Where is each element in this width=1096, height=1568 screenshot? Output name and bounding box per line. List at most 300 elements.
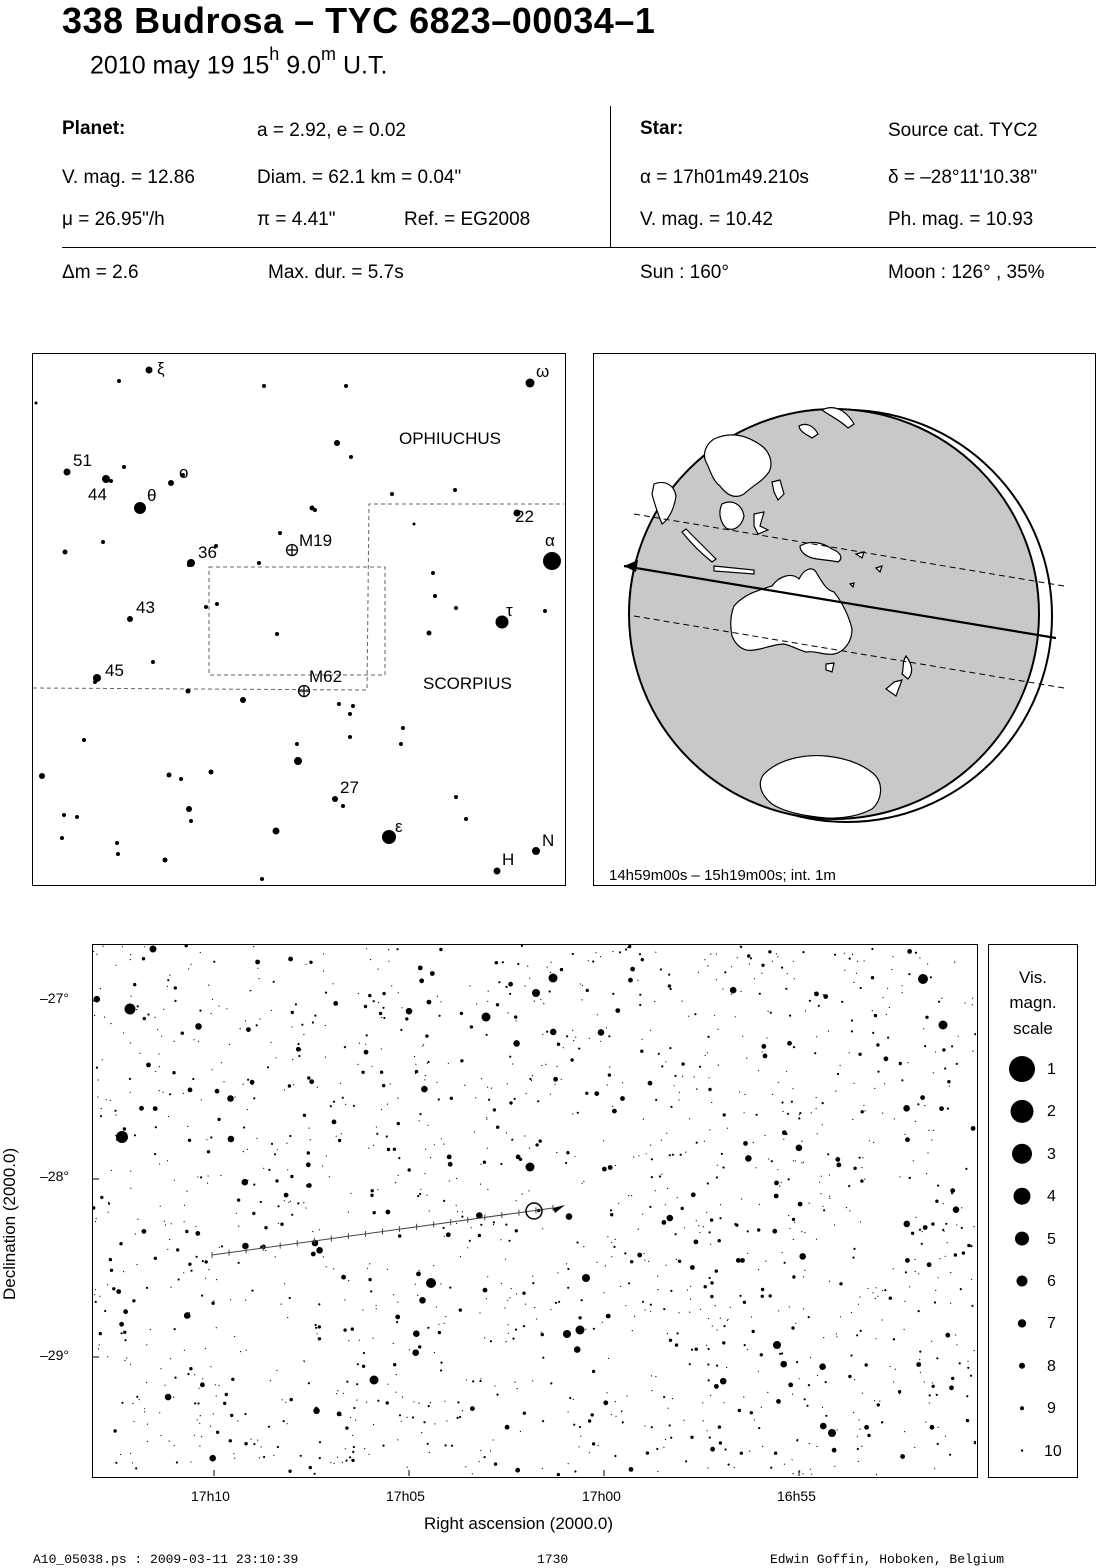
field-star [727, 1320, 728, 1321]
field-star [326, 1266, 327, 1267]
field-star [430, 1157, 431, 1158]
field-star [515, 1229, 518, 1232]
field-star [393, 1294, 394, 1295]
field-star [920, 1372, 921, 1373]
field-star [608, 1165, 613, 1170]
field-star [108, 1203, 110, 1205]
field-star [768, 1011, 769, 1012]
field-star [907, 1062, 908, 1063]
field-star [872, 1032, 874, 1034]
field-star [622, 1421, 624, 1423]
field-star [197, 1232, 199, 1234]
field-star [792, 1459, 793, 1460]
field-star [318, 1337, 321, 1340]
field-star [528, 1190, 529, 1191]
finder-star [63, 550, 68, 555]
field-star [684, 1227, 685, 1228]
finder-star [526, 379, 535, 388]
field-star [762, 1051, 763, 1052]
field-star [874, 1088, 875, 1089]
field-star [774, 1181, 779, 1186]
field-star [750, 957, 752, 959]
field-star [661, 1140, 662, 1141]
field-star [777, 1169, 778, 1170]
field-star [816, 1108, 817, 1109]
field-star [730, 1307, 731, 1308]
field-star [905, 1271, 907, 1273]
field-star [667, 1188, 668, 1189]
bright-star [426, 1278, 436, 1288]
field-star [480, 1224, 482, 1226]
field-star [284, 1200, 285, 1201]
field-star [947, 1242, 948, 1243]
m62-cluster-symbol [298, 685, 310, 697]
field-star [470, 1025, 473, 1028]
field-star [188, 1263, 191, 1266]
legend-dot [1009, 1056, 1035, 1082]
field-star [859, 1157, 861, 1159]
field-star [945, 1223, 947, 1225]
field-star [669, 1047, 671, 1049]
field-star [945, 1436, 946, 1437]
field-star [591, 1413, 594, 1416]
field-star [919, 1359, 920, 1360]
field-star [421, 1432, 422, 1433]
field-star [437, 996, 438, 997]
field-star [185, 1230, 188, 1233]
field-star [187, 1126, 188, 1127]
field-star [890, 1366, 891, 1367]
field-star [633, 1156, 634, 1157]
field-star [198, 1388, 199, 1389]
field-star [96, 1218, 97, 1219]
field-star [655, 1099, 657, 1101]
field-star [849, 958, 851, 960]
field-star [420, 1189, 421, 1190]
field-star [780, 1361, 787, 1368]
field-star [585, 1092, 588, 1095]
field-star [139, 1053, 140, 1054]
star-label-theta: θ [147, 486, 157, 505]
field-star [678, 1099, 679, 1100]
field-star [887, 988, 888, 989]
field-star [951, 1377, 954, 1380]
field-star [921, 1243, 923, 1245]
field-star [379, 1012, 382, 1015]
field-star [146, 1287, 148, 1289]
field-star [542, 1034, 543, 1035]
field-star [846, 1207, 847, 1208]
field-star [234, 1336, 235, 1337]
field-star [283, 1420, 285, 1422]
field-star [707, 1363, 709, 1365]
field-star [864, 1179, 865, 1180]
field-star [195, 1023, 202, 1030]
field-star [395, 1315, 400, 1320]
dec-tick-29: –29° [40, 1347, 69, 1363]
field-star [598, 1029, 605, 1036]
field-star [396, 948, 398, 950]
field-star [342, 1097, 344, 1099]
field-star [683, 1420, 684, 1421]
field-star [928, 1130, 929, 1131]
legend-mag-9: 9 [1047, 1400, 1056, 1417]
field-star [438, 1324, 439, 1325]
field-star [974, 1033, 976, 1035]
field-star [124, 1339, 126, 1341]
field-star [596, 952, 597, 953]
field-star [147, 1441, 148, 1442]
field-star [515, 1020, 516, 1021]
field-star [687, 1289, 688, 1290]
field-star [450, 1097, 453, 1100]
legend-mag-1: 1 [1047, 1061, 1056, 1078]
field-star [451, 1445, 453, 1447]
field-star [920, 1095, 925, 1100]
field-star [743, 1301, 746, 1304]
field-star [630, 1260, 633, 1263]
field-star [480, 1164, 481, 1165]
field-star [250, 1439, 251, 1440]
footer-number: 1730 [537, 1552, 569, 1567]
field-star [792, 1218, 795, 1221]
field-star [312, 1231, 313, 1232]
field-star [588, 960, 589, 961]
field-star [628, 1195, 629, 1196]
field-star [252, 1212, 255, 1215]
field-star [336, 1136, 337, 1137]
field-star [493, 1221, 495, 1223]
field-star [802, 1473, 803, 1474]
field-star [429, 1210, 430, 1211]
field-star [555, 1302, 557, 1304]
field-star [804, 1270, 805, 1271]
field-star [731, 994, 732, 995]
field-star [487, 1148, 488, 1149]
field-star [353, 1105, 355, 1107]
field-star [941, 998, 942, 999]
legend-dot [1019, 1363, 1025, 1369]
field-star [611, 1242, 612, 1243]
field-star [167, 1160, 168, 1161]
field-star [399, 1414, 401, 1416]
field-star [267, 1066, 269, 1068]
field-star [263, 1168, 264, 1169]
field-star [382, 1084, 385, 1087]
ra-tick-17h10: 17h10 [191, 1488, 230, 1504]
field-star [461, 1216, 463, 1218]
footer-file: A10_05038.ps : 2009-03-11 23:10:39 [33, 1552, 299, 1567]
field-star [816, 1239, 817, 1240]
field-star [798, 1204, 799, 1205]
y-axis-label: Declination (2000.0) [0, 1147, 19, 1300]
field-star [276, 1370, 277, 1371]
field-star [93, 1206, 95, 1209]
field-star [273, 981, 275, 983]
field-star [834, 954, 836, 956]
field-star [669, 1424, 671, 1426]
field-star [783, 1111, 784, 1112]
field-star [580, 983, 581, 984]
field-star [698, 1225, 699, 1226]
field-star [275, 1256, 276, 1257]
field-star [860, 1179, 863, 1182]
field-star [345, 1426, 348, 1429]
field-star [689, 1312, 690, 1313]
field-star [237, 1198, 240, 1201]
field-star [801, 1162, 802, 1163]
field-star [391, 985, 392, 986]
field-star [690, 1286, 691, 1287]
field-star [456, 1205, 457, 1206]
field-star [641, 958, 644, 961]
field-star [832, 1448, 837, 1453]
field-star [934, 1468, 935, 1469]
sun-elongation: Sun : 160° [640, 262, 729, 283]
field-star [413, 1330, 420, 1337]
field-star [110, 1269, 113, 1272]
field-star [425, 1075, 426, 1076]
field-star [484, 1337, 485, 1338]
field-star [398, 1157, 400, 1159]
field-star [169, 1441, 170, 1442]
field-star [532, 1380, 533, 1381]
field-star [864, 1425, 869, 1430]
field-star [529, 978, 530, 979]
field-star [381, 1048, 382, 1049]
field-star [856, 1334, 858, 1336]
field-star [282, 1399, 283, 1400]
field-star [365, 1044, 366, 1045]
field-star [187, 1373, 189, 1375]
field-star [396, 1374, 397, 1375]
field-star [939, 1258, 940, 1259]
field-star [221, 1062, 222, 1063]
field-star [491, 1088, 492, 1089]
field-star [513, 1040, 520, 1047]
field-star [488, 1099, 490, 1101]
field-star [305, 964, 306, 965]
field-star [99, 1332, 102, 1335]
field-star [150, 1329, 151, 1330]
field-star [865, 1363, 868, 1366]
field-star [229, 1439, 232, 1442]
field-star [124, 1360, 125, 1361]
field-star [722, 988, 723, 989]
field-star [723, 1402, 724, 1403]
field-star [749, 963, 750, 964]
field-star [776, 1399, 781, 1404]
field-star [611, 1256, 612, 1257]
field-star [286, 1143, 287, 1144]
field-star [804, 1232, 805, 1233]
finder-star [262, 384, 266, 388]
field-star [480, 1184, 481, 1185]
field-star [393, 1343, 394, 1344]
field-star [967, 1367, 969, 1369]
field-star [681, 1207, 684, 1210]
field-star [962, 1251, 965, 1254]
field-star [368, 1278, 371, 1281]
finder-star [334, 440, 340, 446]
star-label-omega: ω [536, 362, 550, 381]
field-star [566, 1263, 567, 1264]
field-star [763, 1054, 768, 1059]
field-star [524, 1135, 525, 1136]
field-star [851, 1019, 853, 1021]
field-star [469, 985, 470, 986]
field-star [238, 1262, 240, 1264]
field-star [334, 1463, 335, 1464]
field-star [720, 1318, 721, 1319]
field-star [474, 1131, 475, 1132]
field-star [529, 1148, 530, 1149]
field-star [430, 971, 435, 976]
field-star [202, 1260, 204, 1262]
field-star [871, 948, 873, 950]
field-star [351, 1459, 354, 1462]
field-star [740, 946, 741, 947]
field-star [449, 1287, 451, 1289]
finder-star [427, 631, 432, 636]
field-star [840, 1316, 841, 1317]
field-star [694, 1076, 695, 1077]
field-star [747, 954, 750, 957]
field-star [607, 1236, 608, 1237]
bright-star [532, 989, 540, 997]
field-star [98, 1348, 99, 1349]
field-star [160, 1206, 161, 1207]
field-star [663, 1308, 665, 1310]
field-star [216, 1431, 219, 1434]
field-star [263, 1456, 265, 1458]
field-star [336, 1393, 337, 1394]
field-star [550, 1382, 552, 1384]
field-star [589, 1038, 590, 1039]
field-star [947, 1080, 950, 1083]
field-star [317, 1087, 318, 1088]
field-star [657, 1276, 658, 1277]
field-star [924, 1105, 925, 1106]
field-star [898, 1390, 901, 1393]
field-star [939, 1106, 944, 1111]
finder-star [341, 804, 345, 808]
field-star [456, 1178, 457, 1179]
field-star [637, 980, 638, 981]
field-star [853, 982, 854, 983]
field-star [216, 1279, 217, 1280]
field-star [290, 1201, 291, 1202]
info-divider [610, 106, 611, 248]
field-star [869, 1140, 870, 1141]
field-star [795, 1323, 796, 1324]
field-star [690, 1436, 693, 1439]
finder-star [134, 502, 146, 514]
field-star [600, 1041, 601, 1042]
field-star [931, 1139, 932, 1140]
field-star [323, 1256, 324, 1257]
finder-star [349, 455, 353, 459]
field-star [500, 1239, 501, 1240]
field-star [938, 1277, 939, 1278]
field-star [852, 1257, 854, 1259]
field-star [903, 1105, 910, 1112]
field-star [844, 953, 845, 954]
field-star [938, 1427, 939, 1428]
field-star [198, 1041, 199, 1042]
field-star [509, 1297, 510, 1298]
field-star [444, 1401, 445, 1402]
field-star [424, 1079, 425, 1080]
field-star [438, 1098, 440, 1100]
field-star [147, 1013, 149, 1015]
field-star [761, 1044, 766, 1049]
field-star [469, 1240, 471, 1242]
field-star [434, 1144, 435, 1145]
field-star [783, 1139, 784, 1140]
field-star [131, 996, 132, 997]
field-star [603, 1292, 604, 1293]
field-star [927, 963, 928, 964]
field-star [966, 1395, 968, 1397]
field-star [184, 1312, 191, 1319]
field-star [606, 1314, 611, 1319]
field-star [100, 1196, 103, 1199]
field-star [230, 1299, 231, 1300]
star-chart-canvas [93, 945, 976, 1476]
field-star [705, 1055, 706, 1056]
field-star [553, 1077, 558, 1082]
field-star [416, 1272, 421, 1277]
field-star [311, 1252, 316, 1257]
field-star [858, 1419, 859, 1420]
field-star [700, 1309, 701, 1310]
finder-chart-canvas [33, 354, 564, 884]
bright-star [150, 946, 157, 953]
field-star [677, 1332, 679, 1334]
field-star [184, 1350, 185, 1351]
finder-star [543, 552, 561, 570]
field-star [719, 1441, 722, 1444]
field-star [325, 1057, 326, 1058]
field-star [159, 1053, 160, 1054]
field-star [93, 951, 94, 952]
field-star [398, 1234, 401, 1237]
field-star [710, 1395, 711, 1396]
field-star [308, 1382, 310, 1384]
field-star [163, 1009, 164, 1010]
field-star [366, 1402, 367, 1403]
field-star [791, 1326, 794, 1329]
field-star [137, 1264, 138, 1265]
field-star [658, 1053, 660, 1055]
field-star [109, 1258, 112, 1261]
field-star [174, 1000, 176, 1002]
field-star [644, 1260, 645, 1261]
field-star [161, 1036, 162, 1037]
finder-star [295, 742, 299, 746]
field-star [556, 1152, 557, 1153]
field-star [823, 994, 824, 995]
field-star [373, 1000, 375, 1002]
field-star [525, 1304, 526, 1305]
field-star [644, 1425, 645, 1426]
field-star [133, 1421, 134, 1422]
field-star [505, 1224, 507, 1226]
star-label-22: 22 [515, 507, 534, 526]
field-star [387, 1269, 388, 1270]
field-star [597, 1262, 598, 1263]
